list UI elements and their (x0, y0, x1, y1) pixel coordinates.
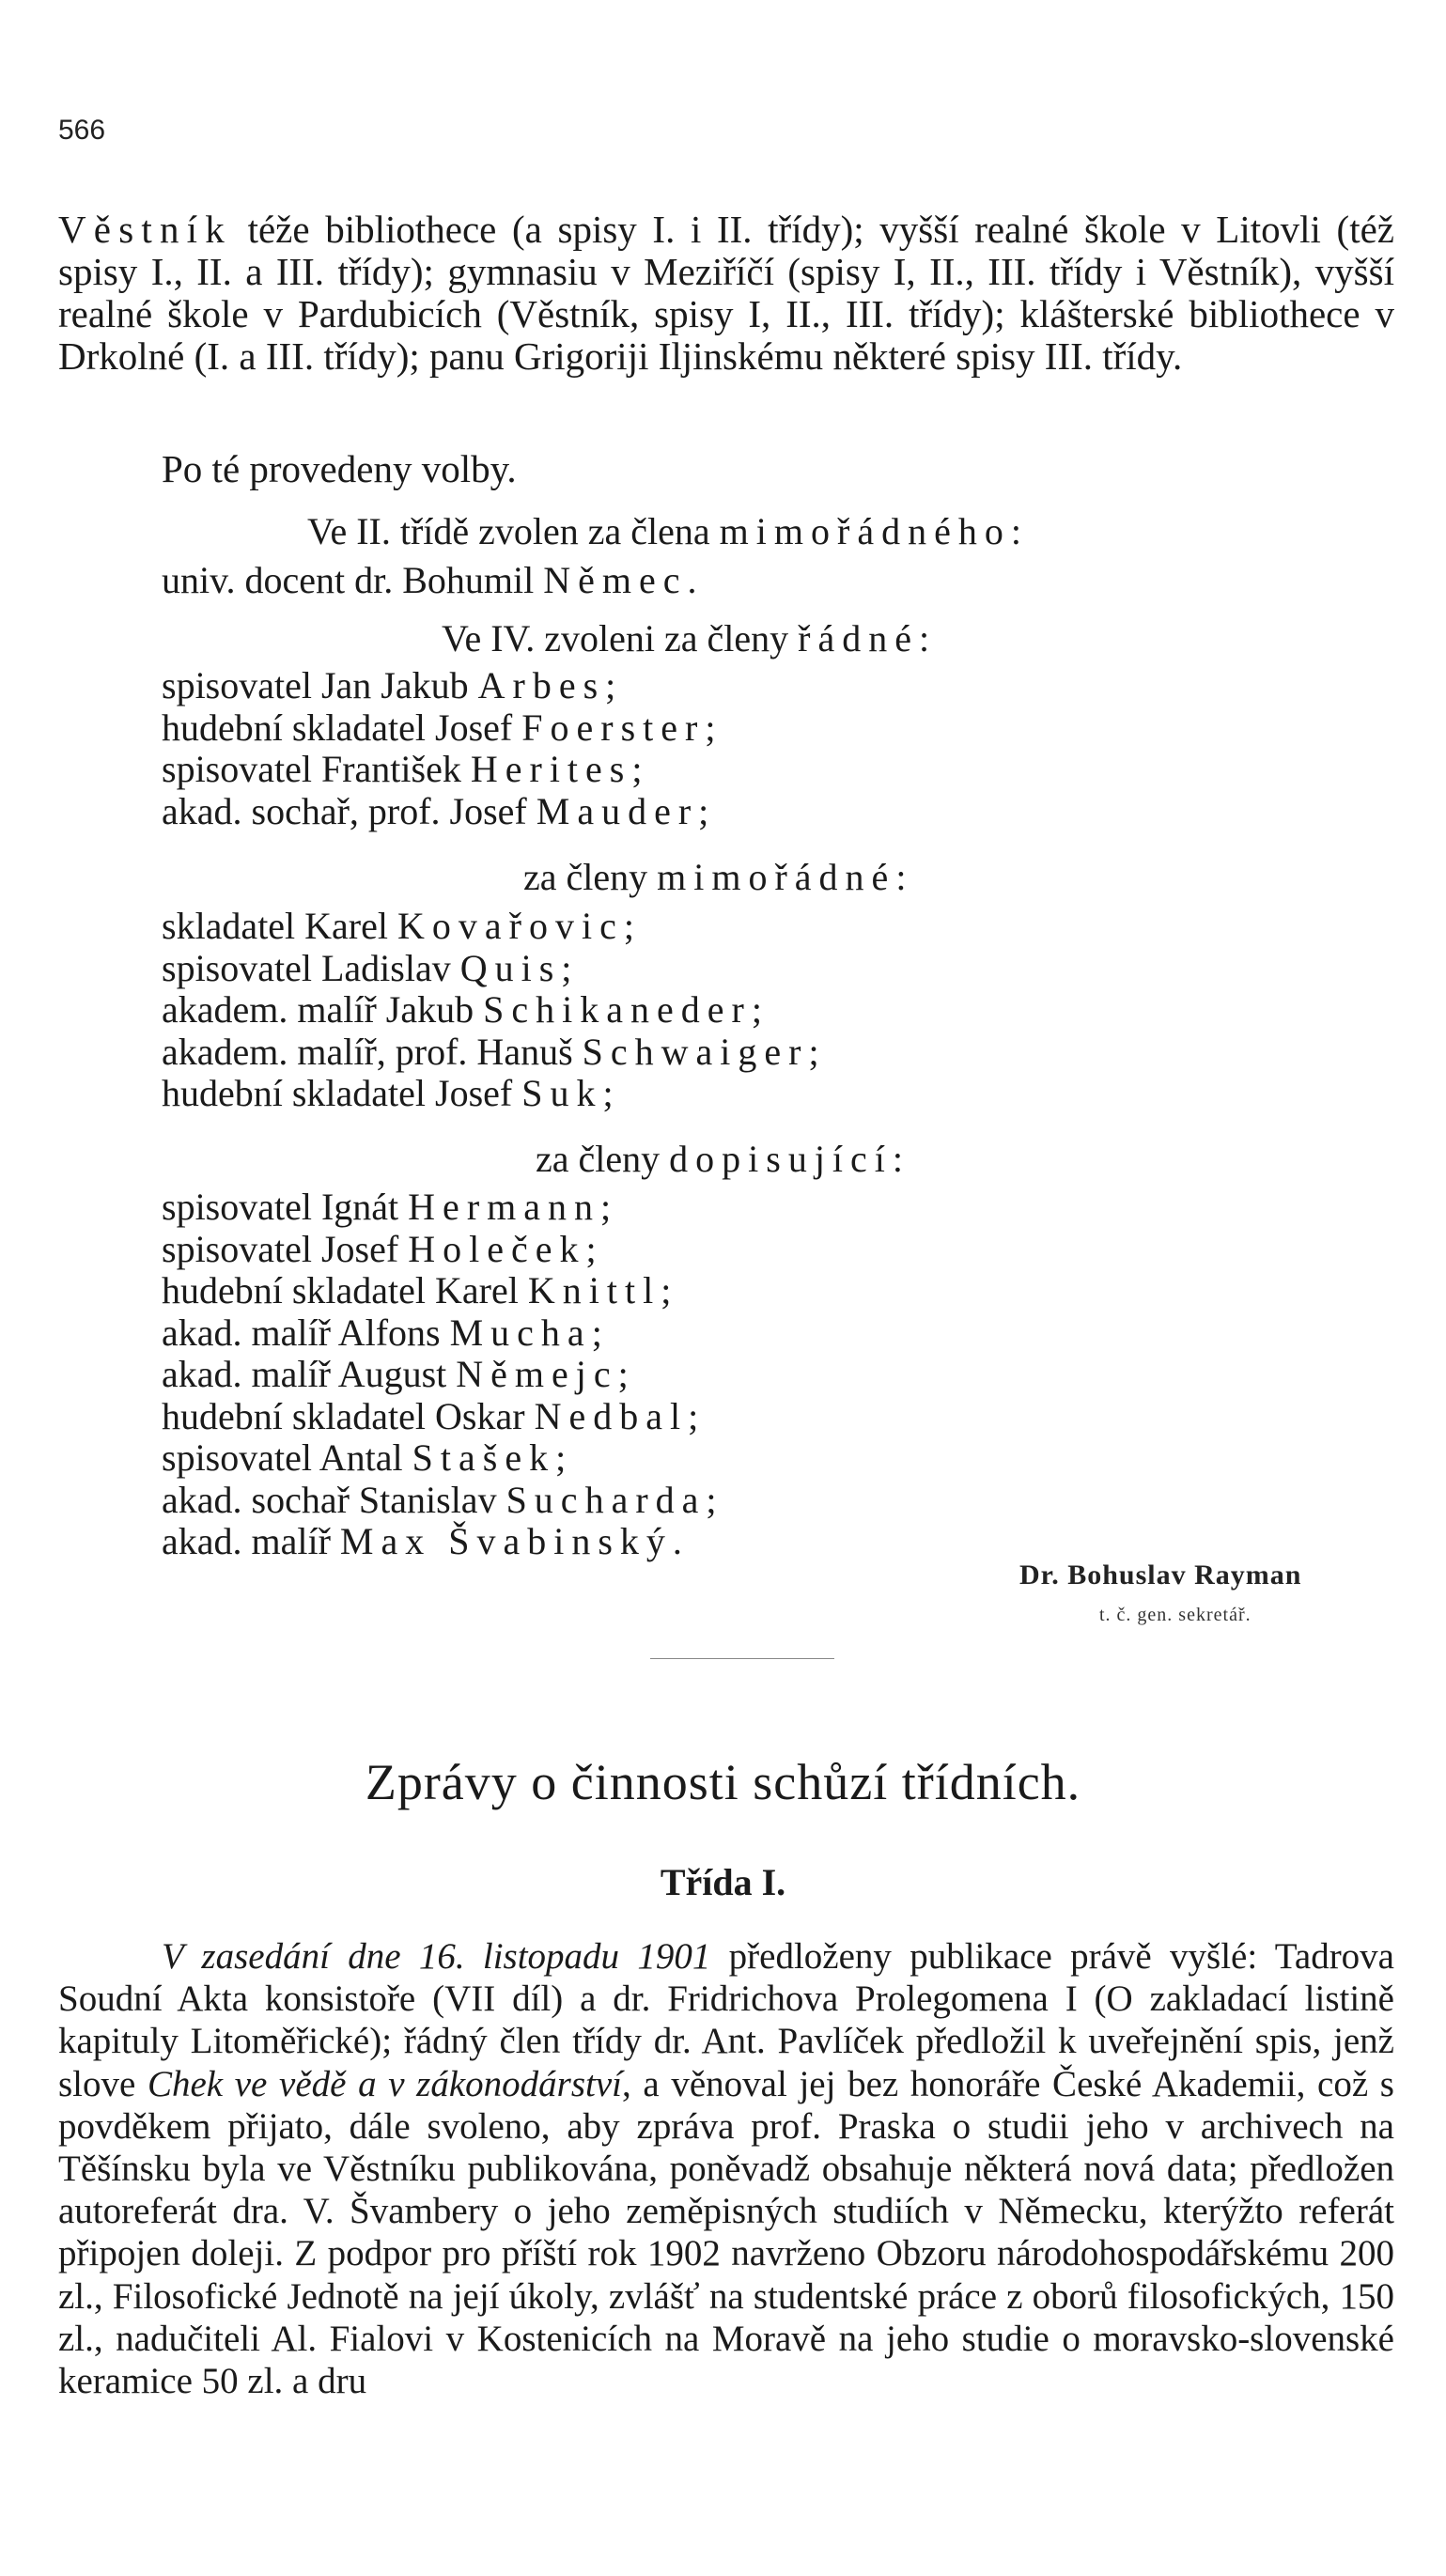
list-item: akad. malíř Max Švabinský. (162, 1520, 682, 1562)
list-item: hudební skladatel Karel Knittl; (162, 1269, 672, 1311)
class-four-emphasis: řádné (798, 617, 919, 660)
class-two-emphasis: mimořádného (719, 510, 1011, 552)
list-item: skladatel Karel Kovařovic; (162, 905, 634, 947)
list-item: univ. docent dr. Bohumil Němec. (162, 559, 697, 601)
extraordinary-emphasis: mimořádné (657, 856, 896, 898)
list-item: akadem. malíř, prof. Hanuš Schwaiger; (162, 1030, 819, 1073)
session-paragraph: V zasedání dne 16. listopadu 1901 předloženy publikace právě vyšlé: Tadrova Soudní Akta konsistoře (VII díl) a dr. Fridrichova Prolegomena I (O zakladací listině kapituly Litoměřické); řádný člen třídy dr. Ant. Pavlíček předložil k uveřejnění spis, jenž slove Chek ve vědě a v zákonodárství, a věnoval jej bez honoráře České Akademii, což s povděkem přijato, dále svoleno, aby zpráva prof. Praska o studii jeho v archivech na Těšínsku byla ve Věstníku publikována, poněvadž obsahuje některá nová data; předložen autoreferát dra. V. Švambery o jeho zeměpisných studiích v Německu, kterýžto referát připojen doleji. Z podpor pro příští rok 1902 navrženo Obzoru národohospodářskému 200 zl., Filosofické Jednotě na její úkoly, zvlášť na studentské práce z oborů filosofických, 150 zl., nadučiteli Al. Fialovi v Kostenicích na Moravě na jeho studie o moravsko-slovenské keramice 50 zl. a dru (58, 1936, 1394, 2402)
extraordinary-heading: za členy mimořádné: (523, 856, 907, 898)
extraordinary-members (162, 906, 819, 1115)
intro-paragraph (58, 209, 1394, 378)
class-two-heading: Ve II. třídě zvolen za člena mimořádného: (307, 510, 1021, 552)
page-number: 566 (58, 115, 106, 146)
class-four-heading: Ve IV. zvoleni za členy řádné: (442, 617, 930, 660)
class-title: Třída I. (660, 1861, 786, 1903)
signature-title: t. č. gen. sekretář. (1099, 1605, 1252, 1625)
list-item: akad. sochař Stanislav Sucharda; (162, 1478, 717, 1521)
corresponding-emphasis: dopisující (669, 1138, 893, 1180)
list-item: spisovatel Ladislav Quis; (162, 946, 572, 989)
list-item: hudební skladatel Josef Foerster; (162, 706, 716, 749)
list-item: akad. sochař, prof. Josef Mauder; (162, 789, 709, 832)
intro-text: téže bibliothece (a spisy I. i II. třídy); vyšší realné škole v Litovli (též spisy I., II. a III. třídy); gymnasiu v Meziříčí (spisy I, II., III. třídy i Věstník), vyšší realné škole v Pardubicích (Věstník, spisy I, II., III. třídy); klášterské bibliothece v Drkolné (I. a III. třídy); panu Grigoriji Iljinskému některé spisy III. třídy. (58, 208, 1394, 378)
signature-name: Dr. Bohuslav Rayman (1019, 1560, 1302, 1591)
intro-lead: Věstník (58, 208, 232, 251)
session-lead: V zasedání dne 16. listopadu 1901 (162, 1936, 711, 1977)
list-item: akad. malíř Alfons Mucha; (162, 1311, 602, 1354)
class-two-member (162, 560, 697, 602)
corresponding-heading: za členy dopisující: (536, 1138, 904, 1180)
list-item: hudební skladatel Josef Suk; (162, 1072, 614, 1114)
elections-intro: Po té provedeny volby. (162, 447, 517, 490)
list-item: akad. malíř August Němejc; (162, 1353, 629, 1395)
corresponding-members (162, 1187, 717, 1563)
section-divider (650, 1658, 834, 1659)
section-title: Zprávy o činnosti schůzí třídních. (365, 1754, 1081, 1810)
list-item: spisovatel Ignát Hermann; (162, 1186, 612, 1228)
list-item: spisovatel František Herites; (162, 748, 643, 790)
class-four-members (162, 665, 715, 832)
list-item: spisovatel Antal Stašek; (162, 1436, 567, 1479)
list-item: spisovatel Josef Holeček; (162, 1227, 597, 1270)
list-item: spisovatel Jan Jakub Arbes; (162, 664, 616, 706)
session-work-title: Chek ve vědě a v zákonodárství (147, 2063, 622, 2104)
list-item: akadem. malíř Jakub Schikaneder; (162, 988, 762, 1031)
list-item: hudební skladatel Oskar Nedbal; (162, 1394, 699, 1437)
